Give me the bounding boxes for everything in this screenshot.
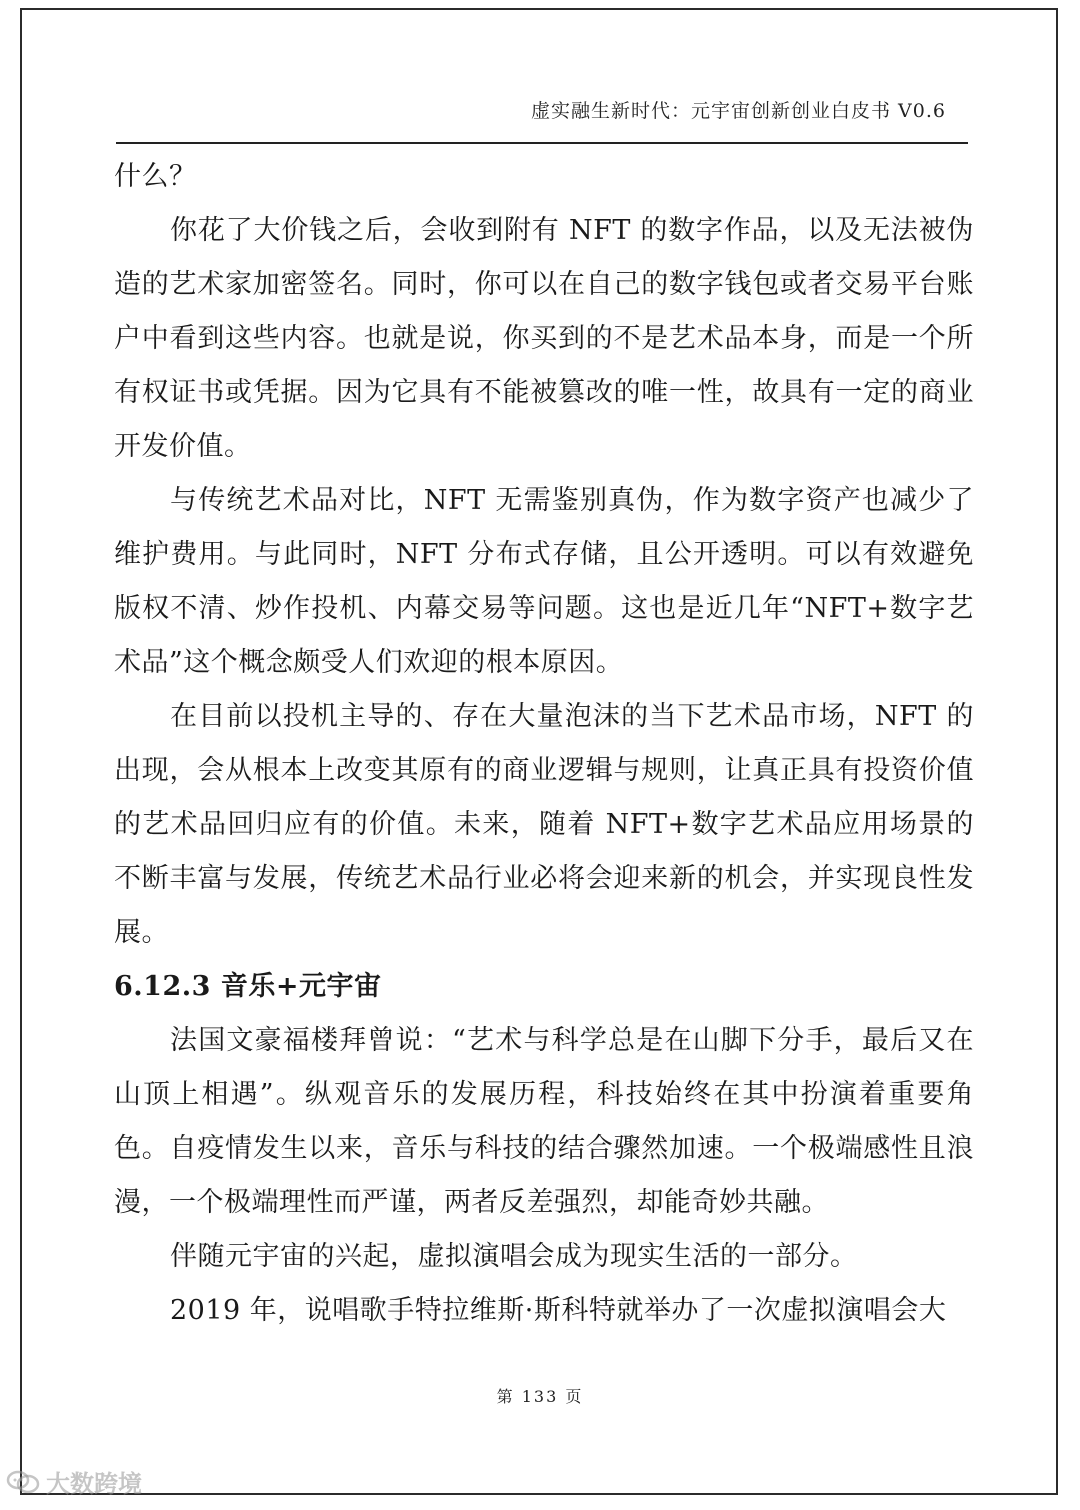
paragraph-music-tech: 法国文豪福楼拜曾说：“艺术与科学总是在山脚下分手，最后又在山顶上相遇”。纵观音乐的发展历程，科技始终在其中扮演着重要角色。自疫情发生以来，音乐与科技的结合骤然加速。一个极端感性且浪漫，一个极端理性而严谨，两者反差强烈，却能奇妙共融。 bbox=[114, 1025, 974, 1218]
paragraph-travis-scott: 2019 年，说唱歌手特拉维斯·斯科特就举办了一次虚拟演唱会大 bbox=[170, 1295, 947, 1326]
paragraph-nft-vs-traditional: 与传统艺术品对比，NFT 无需鉴别真伪，作为数字资产也减少了维护费用。与此同时，NFT 分布式存储，且公开透明。可以有效避免版权不清、炒作投机、内幕交易等问题。这也是近几年“NFT+数字艺术品”这个概念颇受人们欢迎的根本原因。 bbox=[114, 485, 974, 678]
page-number: 第 133 页 bbox=[496, 1387, 584, 1406]
paragraph-nft-market: 在目前以投机主导的、存在大量泡沫的当下艺术品市场，NFT 的出现，会从根本上改变其原有的商业逻辑与规则，让真正具有投资价值的艺术品回归应有的价值。未来，随着 NFT+数字艺术品应用场景的不断丰富与发展，传统艺术品行业必将会迎来新的机会，并实现良性发展。 bbox=[114, 701, 974, 948]
running-header: 虚实融生新时代：元宇宙创新创业白皮书 V0.6 bbox=[531, 100, 946, 122]
section-heading: 6.12.3 音乐+元宇宙 bbox=[114, 971, 382, 1002]
paragraph-continuation: 什么？ bbox=[114, 161, 197, 192]
watermark-text: 大数跨境 bbox=[46, 1470, 142, 1498]
watermark bbox=[6, 1464, 142, 1499]
paragraph-nft-purchase: 你花了大价钱之后，会收到附有 NFT 的数字作品，以及无法被伪造的艺术家加密签名。同时，你可以在自己的数字钱包或者交易平台账户中看到这些内容。也就是说，你买到的不是艺术品本身，而是一个所有权证书或凭据。因为它具有不能被篡改的唯一性，故具有一定的商业开发价值。 bbox=[114, 215, 974, 462]
document-body bbox=[114, 150, 974, 1338]
chat-bubbles-icon bbox=[6, 1468, 40, 1496]
header-divider bbox=[116, 142, 968, 144]
paragraph-virtual-concert: 伴随元宇宙的兴起，虚拟演唱会成为现实生活的一部分。 bbox=[170, 1241, 858, 1272]
